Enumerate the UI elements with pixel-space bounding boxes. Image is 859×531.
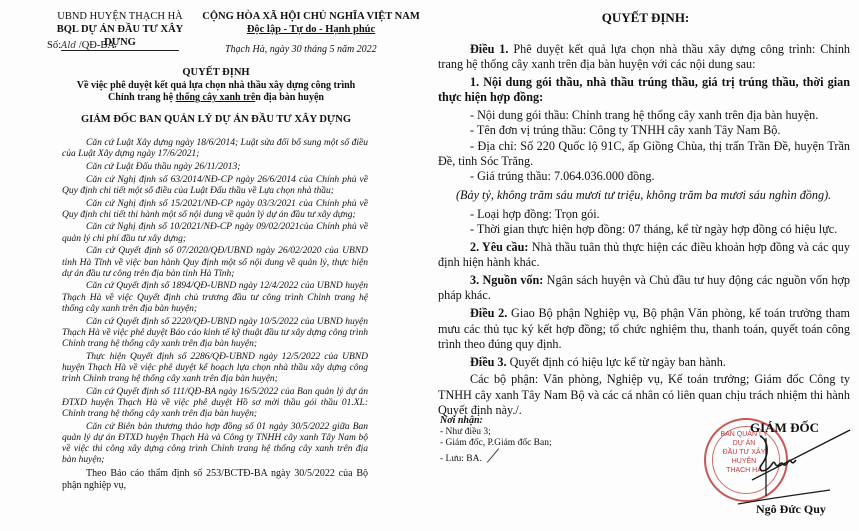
recipient-item: - Giám đốc, P.Giám đốc Ban;: [440, 438, 552, 448]
basis-item: Căn cứ Nghị định số 10/2021/NĐ-CP ngày 09/02/2021của Chính phủ về quản lý chi phí đầu tư xây dựng;: [62, 222, 368, 244]
article-3: [438, 355, 850, 370]
section-2-text: Nhà thầu tuân thủ thực hiện các điều khoản hợp đồng và các quy định hiện hành khác.: [438, 240, 850, 270]
seal-line: THẠCH HÀ: [726, 467, 762, 474]
subject-line-1: Về việc phê duyệt kết quả lựa chọn nhà thầu xây dựng công trình: [76, 80, 356, 91]
section-1-heading-text: 1. Nội dung gói thầu, nhà thầu trúng thầu, giá trị trúng thầu, thời gian thực hiện hợp đồng:: [438, 75, 850, 105]
handwritten-number: Ald: [61, 41, 77, 51]
item-address: - Địa chỉ: Số 220 Quốc lộ 91C, ấp Giồng Chùa, thị trấn Trần Đề, huyện Trần Đề, tỉnh Sóc Trăng.: [438, 138, 850, 169]
decision-page-right: [432, 0, 859, 531]
basis-item: Căn cứ Quyết định số 07/2020/QĐ/UBND ngày 26/02/2020 của UBND tỉnh Hà Tĩnh về việc ban hành Quy định một số nội dung về quản lý, thực hiện dự án đầu tư công trên địa bàn tỉnh Hà Tĩnh;: [62, 246, 368, 279]
item-package: - Nội dung gói thầu: Chỉnh trang hệ thống cây xanh trên địa bàn huyện.: [470, 108, 819, 123]
place-date-prefix: Thạch Hà, ngày: [225, 44, 292, 55]
article-3-text: Quyết định có hiệu lực kể từ ngày ban hành.: [506, 354, 726, 369]
article-1: [438, 42, 850, 73]
basis-item: Căn cứ Luật Đấu thầu ngày 26/11/2013;: [86, 161, 241, 172]
place-date: [225, 44, 377, 55]
national-motto: Độc lập - Tự do - Hạnh phúc: [246, 24, 376, 35]
decision-heading: QUYẾT ĐỊNH:: [601, 10, 690, 25]
article-1-label: Điều 1.: [470, 42, 509, 56]
org-line-1: UBND HUYỆN THẠCH HÀ: [57, 11, 183, 22]
closing-basis: Theo Báo cáo thẩm định số 253/BCTĐ-BA ngày 30/5/2022 của Bộ phận nghiệp vụ,: [62, 468, 368, 492]
number-suffix: /QĐ-BA: [76, 40, 115, 51]
recipients-block: [440, 415, 552, 465]
basis-item: Căn cứ Nghị định số 15/2021/NĐ-CP ngày 03/3/2021 của Chính phủ về Quy định chi tiết thi hành một số nội dung về quản lý dự án đầu tư xây dựng;: [62, 198, 368, 220]
subject-part-b-underlined: thống cây xanh trê: [175, 92, 256, 103]
document-title: QUYẾT ĐỊNH: [182, 67, 250, 78]
basis-item: Căn cứ Quyết định số 2220/QĐ-UBND ngày 10/5/2022 của UBND huyện Thạch Hà về việc phê duyệt Báo cáo kinh tế kỹ thuật đầu tư xây dựng công trình Chỉnh trang hệ thống cây xanh trên địa bàn huyện;: [62, 316, 368, 349]
issuing-authority: GIÁM ĐỐC BAN QUẢN LÝ DỰ ÁN ĐẦU TƯ XÂY DỰNG: [80, 114, 352, 125]
section-3-label: 3. Nguồn vốn:: [470, 273, 544, 288]
seal-line: HUYỆN: [731, 458, 757, 465]
national-heading: [196, 10, 426, 36]
section-3: [438, 273, 850, 304]
signature-block: [702, 412, 852, 530]
seal-line: ĐẦU TƯ XÂY: [722, 449, 766, 456]
section-3-text: Ngân sách huyện và Chủ đầu tư huy động các nguồn vốn hợp pháp khác.: [438, 273, 851, 303]
basis-item: Căn cứ Nghị định số 63/2014/NĐ-CP ngày 26/6/2014 của Chính phủ về Quy định chi tiết một số điều của Luật Đấu thầu về Lựa chọn nhà thầu;: [62, 174, 368, 196]
place-date-suffix: tháng 5 năm 2022: [301, 44, 377, 55]
signer-title: GIÁM ĐỐC: [750, 420, 819, 435]
nation-name: CỘNG HÒA XÃ HỘI CHỦ NGHĨA VIỆT NAM: [202, 11, 420, 22]
article-2-text: Giao Bộ phận Nghiệp vụ, Bộ phận Văn phòng, kế toán trưởng tham mưu các thủ tục ký kết hợp đồng; tổ chức nghiệm thu, thanh toán, quyết toán công trình theo đúng quy định.: [438, 306, 850, 351]
number-label: Số:: [47, 40, 62, 51]
section-2: [438, 240, 850, 271]
basis-item: Căn cứ Luật Xây dựng ngày 18/6/2014; Luật sửa đổi bổ sung một số điều của Luật Xây dựng ngày 17/6/2021;: [62, 138, 368, 160]
subject-part-a: Chỉnh trang hệ: [108, 92, 176, 103]
basis-item: Căn cứ Quyết định số 1894/QĐ-UBND ngày 12/4/2022 của UBND huyện Thạch Hà về việc Quyết định chủ trương đầu tư công trình Chỉnh trang hệ thống cây xanh trên địa bàn huyện;: [62, 281, 368, 314]
document-subject: [0, 80, 432, 104]
responsibility-clause: Các bộ phận: Văn phòng, Nghiệp vụ, Kế toán trưởng; Giám đốc Công ty TNHH cây xanh Tây Nam Bộ và các cá nhân có liên quan chịu trách nhiệm thi hành Quyết định này./.: [438, 372, 850, 418]
item-contractor: - Tên đơn vị trúng thầu: Công ty TNHH cây xanh Tây Nam Bộ.: [470, 123, 781, 138]
legal-bases: [62, 138, 368, 494]
recipient-item-text: - Lưu: BA.: [440, 454, 482, 464]
seal-line: BAN QUẢN LÝ: [720, 431, 768, 438]
basis-item: Căn cứ Biên bản thương thảo hợp đồng số 01 ngày 30/5/2022 giữa Ban quản lý dự án ĐTXD huyện Thạch Hà và Công ty TNHH cây xanh Tây Nam bộ về việc thi công xây dựng công trình Chỉnh trang hệ thống cây xanh trên địa bàn huyện;: [62, 421, 368, 466]
subject-part-c: n địa bàn huyện: [255, 92, 324, 103]
section-2-label: 2. Yêu cầu:: [470, 240, 529, 255]
article-1-text: Phê duyệt kết quả lựa chọn nhà thầu xây dựng công trình: Chỉnh trang hệ thống cây xanh trên địa bàn huyện với các nội dung sau:: [438, 42, 851, 72]
section-1-heading: [438, 75, 850, 106]
recipient-item: [440, 449, 552, 465]
org-line-2: BQL DỰ ÁN ĐẦU TƯ XÂY DỰNG: [56, 24, 184, 48]
signer-name: Ngô Đức Quy: [756, 502, 826, 516]
decision-body: [438, 42, 850, 421]
recipients-title: Nơi nhận:: [440, 415, 483, 426]
article-3-label: Điều 3.: [470, 354, 507, 369]
item-price-words: (Bảy tỷ, không trăm sáu mươi tư triệu, không trăm ba mươi sáu nghìn đồng).: [456, 187, 832, 202]
handwritten-signature-icon: [722, 420, 852, 510]
place-date-day: 30: [291, 44, 302, 55]
article-2: [438, 306, 850, 352]
recipient-item: - Như điều 3;: [440, 427, 491, 437]
article-2-label: Điều 2.: [470, 306, 508, 321]
item-price: - Giá trúng thầu: 7.064.036.000 đồng.: [470, 169, 655, 184]
item-duration: - Thời gian thực hiện hợp đồng: 07 tháng, kể từ ngày hợp đồng có hiệu lực.: [470, 222, 838, 237]
basis-item: Thực hiện Quyết định số 2286/QĐ-UBND ngày 12/5/2022 của UBND huyện Thạch Hà về việc phê duyệt kế hoạch lựa chọn nhà thầu xây dựng công trình Chỉnh trang hệ thống cây xanh trên địa bàn huyện;: [62, 351, 368, 385]
basis-item: Căn cứ Quyết định số 111/QĐ-BA ngày 16/5/2022 của Ban quản lý dự án ĐTXD huyện Thạch Hà về việc phê duyệt Hồ sơ mời thầu gói thầu 01.XL: Chỉnh trang hệ thống cây xanh trên địa bàn huyện;: [62, 386, 368, 420]
item-contract-type: - Loại hợp đồng: Trọn gói.: [470, 206, 600, 221]
initial-mark-icon: [482, 449, 502, 461]
seal-line: DỰ ÁN: [732, 440, 756, 447]
document-number: [47, 40, 115, 51]
subject-line-2: [0, 92, 432, 104]
